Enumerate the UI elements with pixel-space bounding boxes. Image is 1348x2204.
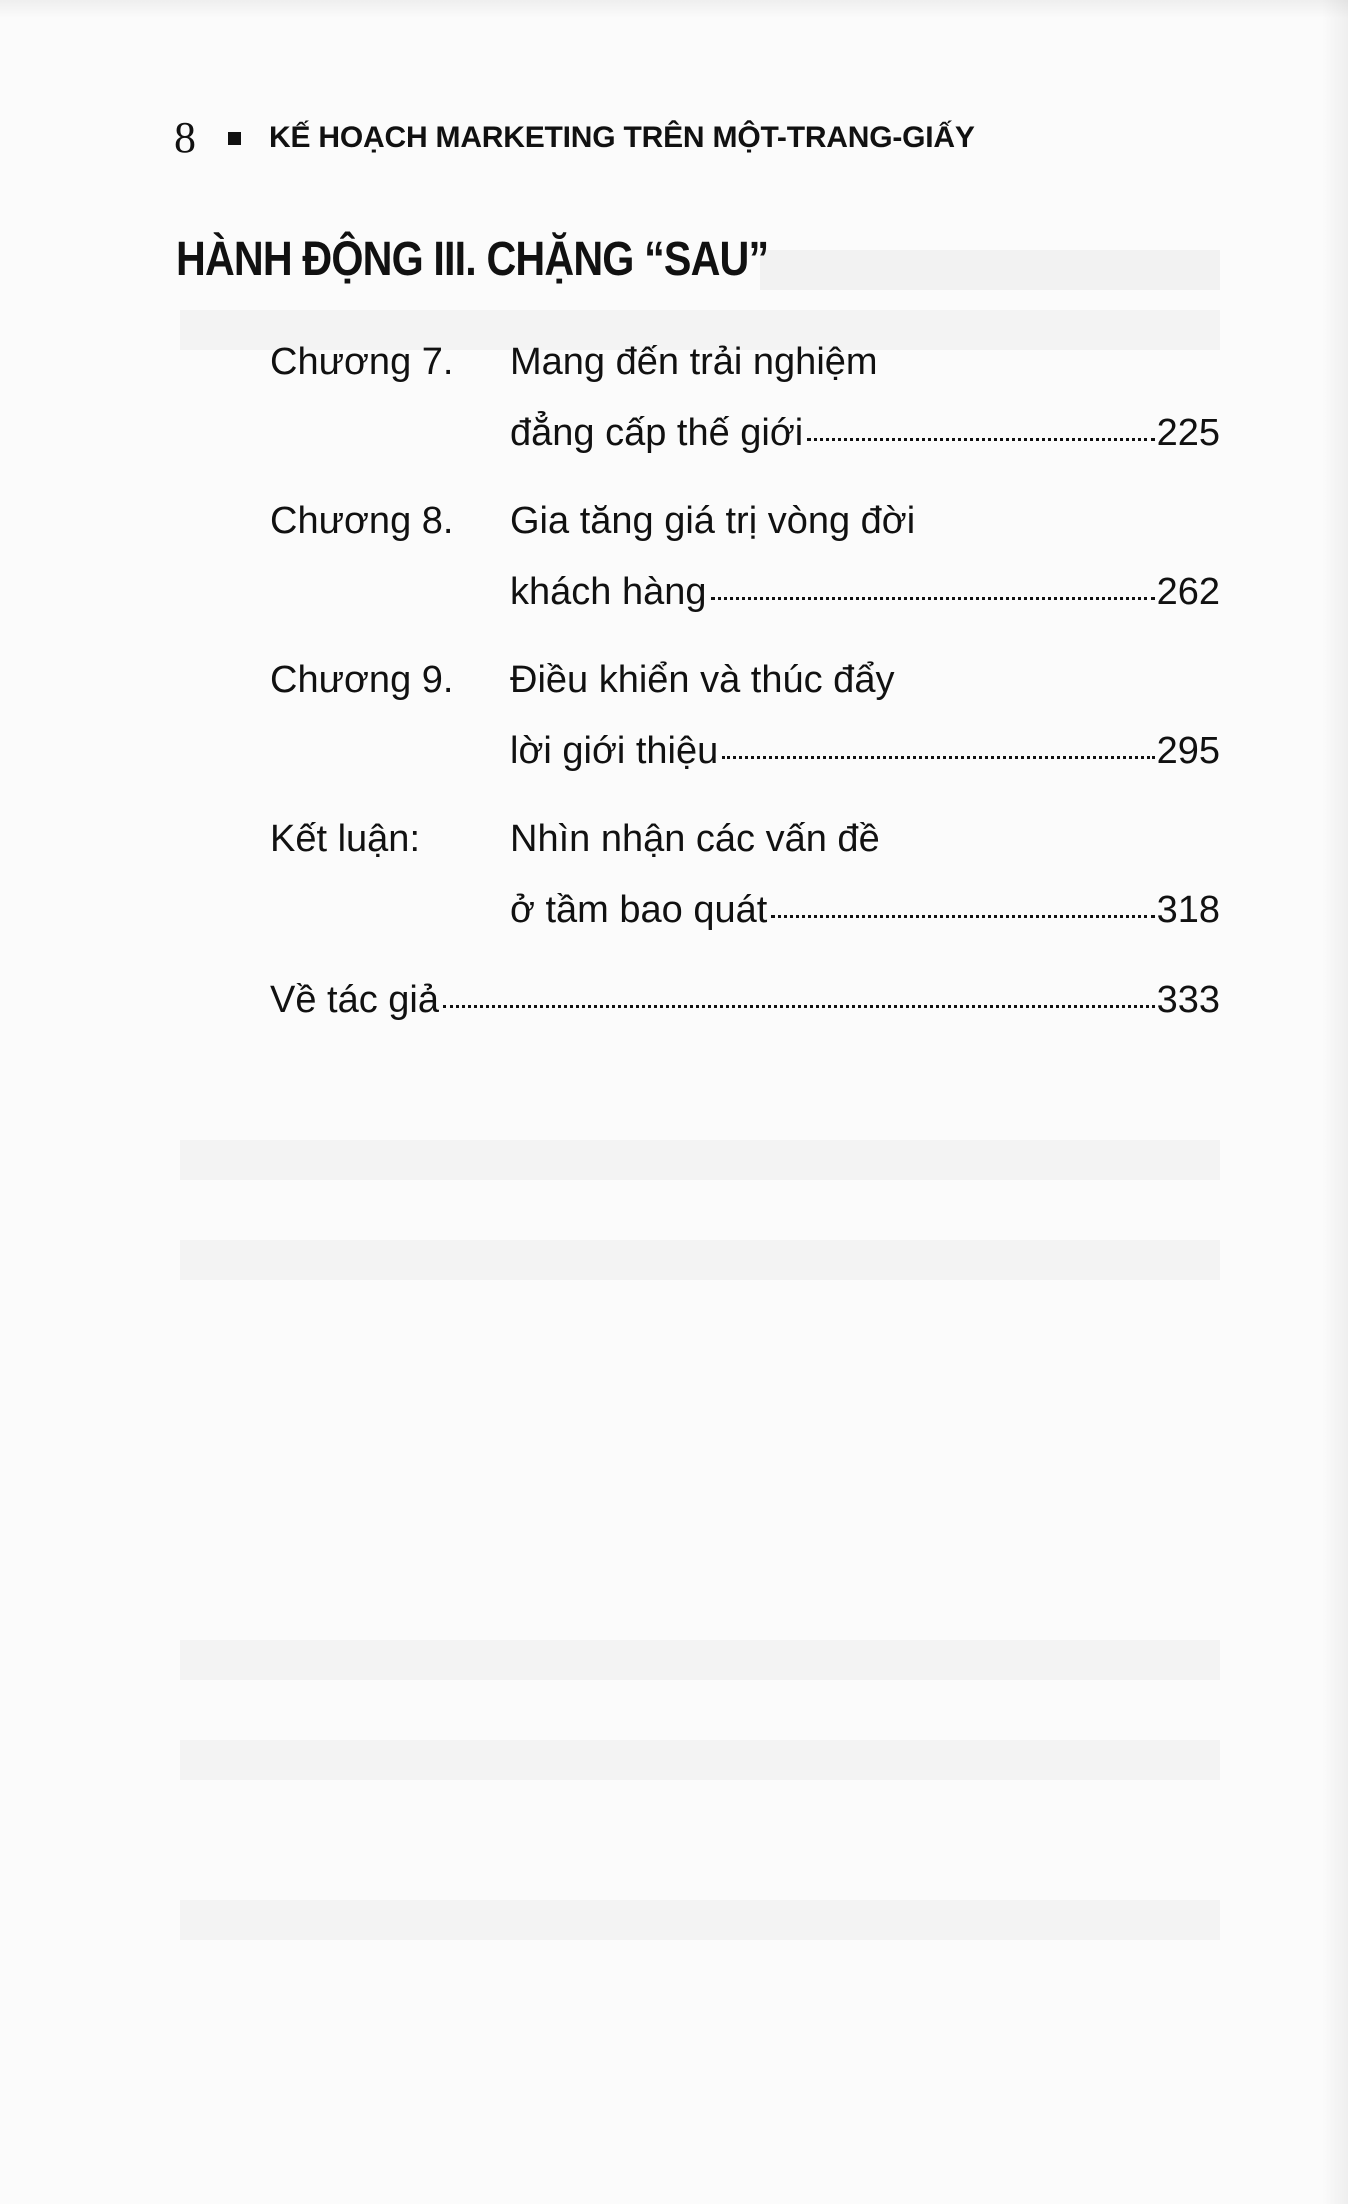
book-title: KẾ HOẠCH MARKETING TRÊN MỘT-TRANG-GIẤY xyxy=(269,121,975,154)
toc-entry-title: Điều khiển và thúc đẩy xyxy=(510,659,895,701)
show-through-block-4 xyxy=(180,1240,1220,1280)
toc-entry-subtitle: lời giới thiệu xyxy=(510,730,719,772)
toc-entry-title: Nhìn nhận các vấn đề xyxy=(510,818,880,860)
toc-entry-page: 295 xyxy=(1156,730,1220,772)
running-header xyxy=(174,108,975,168)
page-edge-shadow xyxy=(1322,0,1348,2204)
show-through-block-1 xyxy=(760,250,1220,290)
toc-entry-title-continued xyxy=(510,411,1220,457)
toc-entry-subtitle: ở tầm bao quát xyxy=(510,889,768,931)
toc-entry-page: 225 xyxy=(1156,412,1220,454)
section-heading: HÀNH ĐỘNG III. CHẶNG “SAU” xyxy=(176,233,769,286)
toc-entry-about-author xyxy=(270,978,1220,1024)
toc-entry-label: Kết luận: xyxy=(270,818,420,860)
toc-entry-label: Chương 7. xyxy=(270,341,454,383)
show-through-block-6 xyxy=(180,1740,1220,1780)
toc-entry-page: 318 xyxy=(1156,889,1220,931)
toc-entry-title-continued xyxy=(510,888,1220,934)
dot-leader xyxy=(443,1004,1155,1008)
show-through-block-7 xyxy=(180,1900,1220,1940)
toc-entry-label: Chương 8. xyxy=(270,500,454,542)
toc-entry-title: Mang đến trải nghiệm xyxy=(510,341,878,383)
page-top-shadow xyxy=(0,0,1348,18)
toc-entry-title-continued xyxy=(510,570,1220,616)
toc-entry-label: Về tác giả xyxy=(270,979,439,1021)
toc-entry-page: 333 xyxy=(1156,979,1220,1021)
page-number: 8 xyxy=(174,113,196,162)
bullet-square-icon xyxy=(228,132,241,145)
show-through-block-5 xyxy=(180,1640,1220,1680)
dot-leader xyxy=(771,914,1154,918)
toc-entry-subtitle: khách hàng xyxy=(510,571,707,613)
dot-leader xyxy=(711,596,1155,600)
toc-entry-label: Chương 9. xyxy=(270,659,454,701)
dot-leader xyxy=(722,755,1154,759)
toc-entry-subtitle: đẳng cấp thế giới xyxy=(510,412,804,454)
toc-entry-title-continued xyxy=(510,729,1220,775)
show-through-block-3 xyxy=(180,1140,1220,1180)
toc-entry-page: 262 xyxy=(1156,571,1220,613)
dot-leader xyxy=(807,437,1154,441)
toc-entry-title: Gia tăng giá trị vòng đời xyxy=(510,500,916,542)
